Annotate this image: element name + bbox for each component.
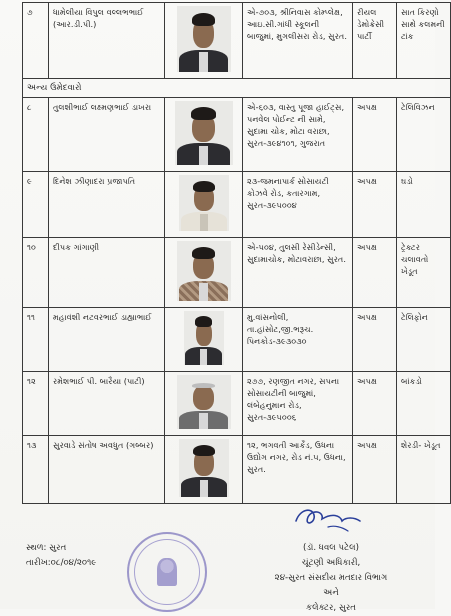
candidate-photo-cell bbox=[165, 3, 243, 79]
candidate-photo-cell bbox=[165, 436, 243, 504]
candidate-photo-cell bbox=[165, 238, 243, 308]
and-text: અને bbox=[323, 588, 339, 598]
date-label: તારીખ:૦૮/૦૪/૨૦૧૯ bbox=[26, 558, 97, 568]
candidate-party: રીયલ ડેમોક્રેસી પાર્ટી bbox=[353, 3, 397, 79]
section-heading: અન્ય ઉમેદવારો bbox=[23, 79, 451, 98]
candidate-photo bbox=[184, 311, 224, 365]
candidate-party: અપક્ષ bbox=[353, 172, 397, 238]
serial-number: ૧૦ bbox=[23, 238, 49, 308]
place-date-block bbox=[26, 541, 96, 571]
candidate-name: દિનેશ ઝીણાદરા પ્રજાપતિ bbox=[49, 172, 165, 238]
candidate-symbol: સાત કિરણો સાથે કલમની ટાંક bbox=[397, 3, 451, 79]
candidate-name: સુરવાડે સંતોષ અવધુત (ગબ્બર) bbox=[49, 436, 165, 504]
candidate-photo-cell bbox=[165, 98, 243, 172]
officer-title: ચૂંટણી અધિકારી, bbox=[301, 558, 361, 568]
serial-number: ૧૩ bbox=[23, 436, 49, 504]
candidate-photo bbox=[179, 439, 229, 497]
candidate-address: ૧૨, ભગવતી આર્કેડ, ઉધના ઉદ્યોગ નગર, રોડ નં.૫, ઉધના, સુરત. bbox=[243, 436, 353, 504]
candidate-photo-cell bbox=[165, 308, 243, 372]
table-row bbox=[23, 172, 451, 238]
emblem-icon bbox=[157, 558, 177, 586]
constituency: ૨૪-સુરત સંસદીય મતદાર વિભાગ bbox=[274, 573, 388, 583]
candidate-party: અપક્ષ bbox=[353, 436, 397, 504]
signature bbox=[288, 503, 368, 537]
candidate-table bbox=[22, 2, 451, 504]
candidate-symbol: ટ્રેક્ટર ચલાવતો ખેડૂત bbox=[397, 238, 451, 308]
officer-name: (ડૉ. ધવલ પટેલ) bbox=[303, 543, 359, 553]
candidate-name: રમેશભાઈ પી. બારૈયા (પાટી) bbox=[49, 372, 165, 436]
candidate-photo bbox=[177, 6, 231, 72]
table-row bbox=[23, 238, 451, 308]
candidate-photo bbox=[177, 241, 231, 301]
table-row bbox=[23, 98, 451, 172]
officer-block bbox=[236, 541, 426, 616]
table-row bbox=[23, 3, 451, 79]
serial-number: ૧૧ bbox=[23, 308, 49, 372]
candidate-photo bbox=[179, 175, 229, 231]
candidate-name: મહાવંશી નટવરભાઈ ડાહ્યાભાઈ bbox=[49, 308, 165, 372]
candidate-photo bbox=[175, 101, 233, 165]
table-row bbox=[23, 372, 451, 436]
candidate-address: એ-૭૦૩, શ્રીનિવાસ કોમ્પ્લેક્ષ, આઇ.સી.ગાંધી સ્કૂલની બાજુમાં, મુગલીસરા રોડ, સુરત. bbox=[243, 3, 353, 79]
candidate-name: ધામેલીયા વિપુલ વલ્લભભાઈ (આર.ડી.પી.) bbox=[49, 3, 165, 79]
candidate-party: અપક્ષ bbox=[353, 308, 397, 372]
candidate-photo-cell bbox=[165, 172, 243, 238]
candidate-symbol: ઘડો bbox=[397, 172, 451, 238]
candidate-name: દીપક ગાંગાણી bbox=[49, 238, 165, 308]
place-label: સ્થળ: સુરત bbox=[26, 543, 67, 553]
candidate-symbol: ટેલિવિઝન bbox=[397, 98, 451, 172]
last-line: કલેક્ટર, સુરત bbox=[306, 603, 356, 613]
table-row bbox=[23, 436, 451, 504]
candidate-party: અપક્ષ bbox=[353, 238, 397, 308]
candidate-address: એ-૫૦૪, તુલસી રેસીડેન્સી, સુદામાચોક, મોટાવરાછા, સુરત. bbox=[243, 238, 353, 308]
serial-number: ૯ bbox=[23, 172, 49, 238]
serial-number: ૧૨ bbox=[23, 372, 49, 436]
serial-number: ૮ bbox=[23, 98, 49, 172]
candidate-photo bbox=[177, 375, 231, 429]
candidate-address: ૨૭૭, રણજીત નગર, સપના સોસાયટીની બાજુમાં, લંબેહનુમાન રોડ, સુરત-૩૯૫૦૦૬ bbox=[243, 372, 353, 436]
candidate-address: ૨૩-જમનાપાર્ક સોસાયટી કોઝવે રોડ, કતારગામ, સુરત-૩૯૫૦૦૪ bbox=[243, 172, 353, 238]
table-row bbox=[23, 308, 451, 372]
candidate-address: મુ.વાંસનોલી, તા.હાંસોટ,જી.ભરૂચ. પિનકોડ-૩૯૩૦૩૦ bbox=[243, 308, 353, 372]
candidate-party: અપક્ષ bbox=[353, 372, 397, 436]
serial-number: ૭ bbox=[23, 3, 49, 79]
candidate-symbol: શેરડી- ખેડૂત bbox=[397, 436, 451, 504]
candidate-symbol: ટેલિફોન bbox=[397, 308, 451, 372]
official-seal bbox=[127, 532, 207, 612]
candidate-party: અપક્ષ bbox=[353, 98, 397, 172]
candidate-symbol: બાંકડો bbox=[397, 372, 451, 436]
candidate-name: તુલશીભાઈ લક્ષ્મણભાઈ ડાખરા bbox=[49, 98, 165, 172]
candidate-photo-cell bbox=[165, 372, 243, 436]
section-row bbox=[23, 79, 451, 98]
candidate-address: એ-૬૦૩, વાસ્તુ પૂજા હાઈટ્સ, પનવેલ પોઈન્ટ ની સામે, સુદામા ચોક, મોટા વરાછા, સુરત-૩૯૪૧૦૧, ગુજરાત bbox=[243, 98, 353, 172]
